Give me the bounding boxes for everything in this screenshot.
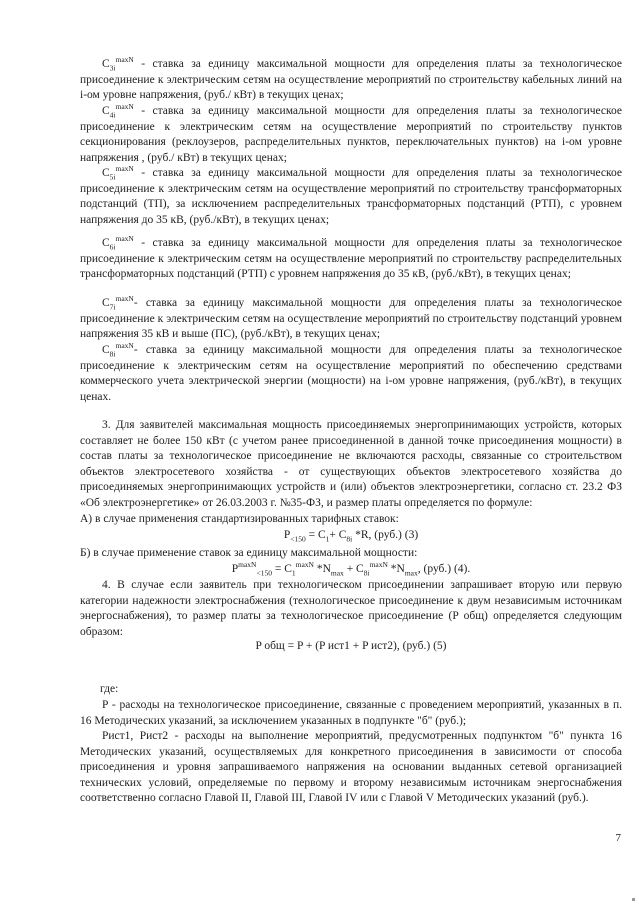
- rate-c8-definition: $C_{8i}^{maxN}-$ ставка за единицу максимальной мощности для определения платы за технологическое присоединение к электрическим сетям на осуществление мероприятий по обеспечению средствами коммерческого учета электрической энергии (мощности) на i-ом уровне напряжения, (руб./кВт), в текущих ценах.: [80, 341, 622, 403]
- p-definition: P - расходы на технологическое присоединение, связанные с проведением мероприятий, указанных в п. 16 Методических указаний, за исключением указанных в подпункте "б" (руб.);: [80, 699, 622, 727]
- scan-mark: [632, 898, 635, 901]
- page-number: 7: [615, 832, 621, 844]
- rate-c4-definition: $C_{4i}^{maxN}$ - ставка за единицу максимальной мощности для определения платы за технологическое присоединение к электрическим сетям на осуществление мероприятий по строительству пунктов секционирования (реклоузеров, распределительных пунктов, переключательных пунктов) на i-ом уровне напряжения , (руб./ кВт) в текущих ценах;: [80, 102, 622, 164]
- formula-4: $P^{maxN}_{<150} = C_1^{maxN}$ $*N_{max} + C_{8i}^{maxN}$ $*N_{max}$, (руб.) (4).: [231, 560, 471, 578]
- formula-3: $P_{<150} = C_1+ C_{8i}$ *R, (руб.) (3): [283, 529, 419, 544]
- pist-definition: Pист1, Pист2 - расходы на выполнение мероприятий, предусмотренных подпунктом "б" пункта 16 Методических указаний, осуществляемых для конкретного присоединения в зависимости от способа присоединения и уровня запрашиваемого напряжения на основании выданных сетевой организацией технических условий, определяемые по первому и второму независимым источникам энергоснабжения соответственно согласно Главой II, Главой III, Главой IV или с Главой V Методических указаний (руб.).: [80, 730, 622, 805]
- section-4-paragraph: 4. В случае если заявитель при технологическом присоединении запрашивает вторую или первую категории надежности электроснабжения (технологическое присоединение к двум независимым источникам энергоснабжения), то размер платы за технологическое присоединение (P общ) определяется следующим образом:: [80, 579, 622, 638]
- case-b-label: Б) в случае применение ставок за единицу максимальной мощности:: [80, 547, 418, 559]
- rate-c7-definition: $C_{7i}^{maxN}-$ ставка за единицу максимальной мощности для определения платы за технологическое присоединение к электрическим сетям на осуществление мероприятий по строительству подстанций уровнем напряжения 35 кВ и выше (ПС), (руб./кВт), в текущих ценах;: [80, 294, 622, 341]
- rate-c6-definition: $C_{6i}^{maxN}$ - ставка за единицу максимальной мощности для определения платы за технологическое присоединение к электрическим сетям на осуществление мероприятий по строительству распределительных трансформаторных подстанций (РТП) с уровнем напряжения до 35 кВ, (руб./кВт), в текущих ценах;: [80, 234, 622, 281]
- formula-5: P общ = P + (P ист1 + P ист2), (руб.) (5): [255, 640, 447, 652]
- rate-c3-definition: $C_{3i}^{maxN}$ - ставка за единицу максимальной мощности для определения платы за технологическое присоединение к электрическим сетям на осуществление мероприятий по строительству кабельных линий на i-ом уровне напряжения, (руб./ кВт) в текущих ценах;: [80, 55, 622, 102]
- where-label: где:: [100, 683, 119, 695]
- section-3-paragraph: 3. Для заявителей максимальная мощность присоединяемых энергопринимающих устройств, которых составляет не более 150 кВт (с учетом ранее присоединенной в данной точке присоединения мощности) в состав платы за технологическое присоединение не включаются расходы, связанные со строительством объектов электросетевого хозяйства - от существующих объектов электросетевого хозяйства до присоединяемых энергопринимающих устройств и (или) объектов электроэнергетики, согласно ст. 23.2 ФЗ «Об электроэнергетике» от 26.03.2003 г. №35-ФЗ, и размер платы определяется по формуле:: [80, 419, 622, 509]
- rate-c5-definition: $C_{5i}^{maxN}$ - ставка за единицу максимальной мощности для определения платы за технологическое присоединение к электрическим сетям на осуществление мероприятий по строительству трансформаторных подстанций (ТП), за исключением распределительных трансформаторных подстанций (РТП), с уровнем напряжения до 35 кВ, (руб./кВт), в текущих ценах;: [80, 164, 622, 226]
- case-a-label: А) в случае применения стандартизированных тарифных ставок:: [80, 513, 399, 525]
